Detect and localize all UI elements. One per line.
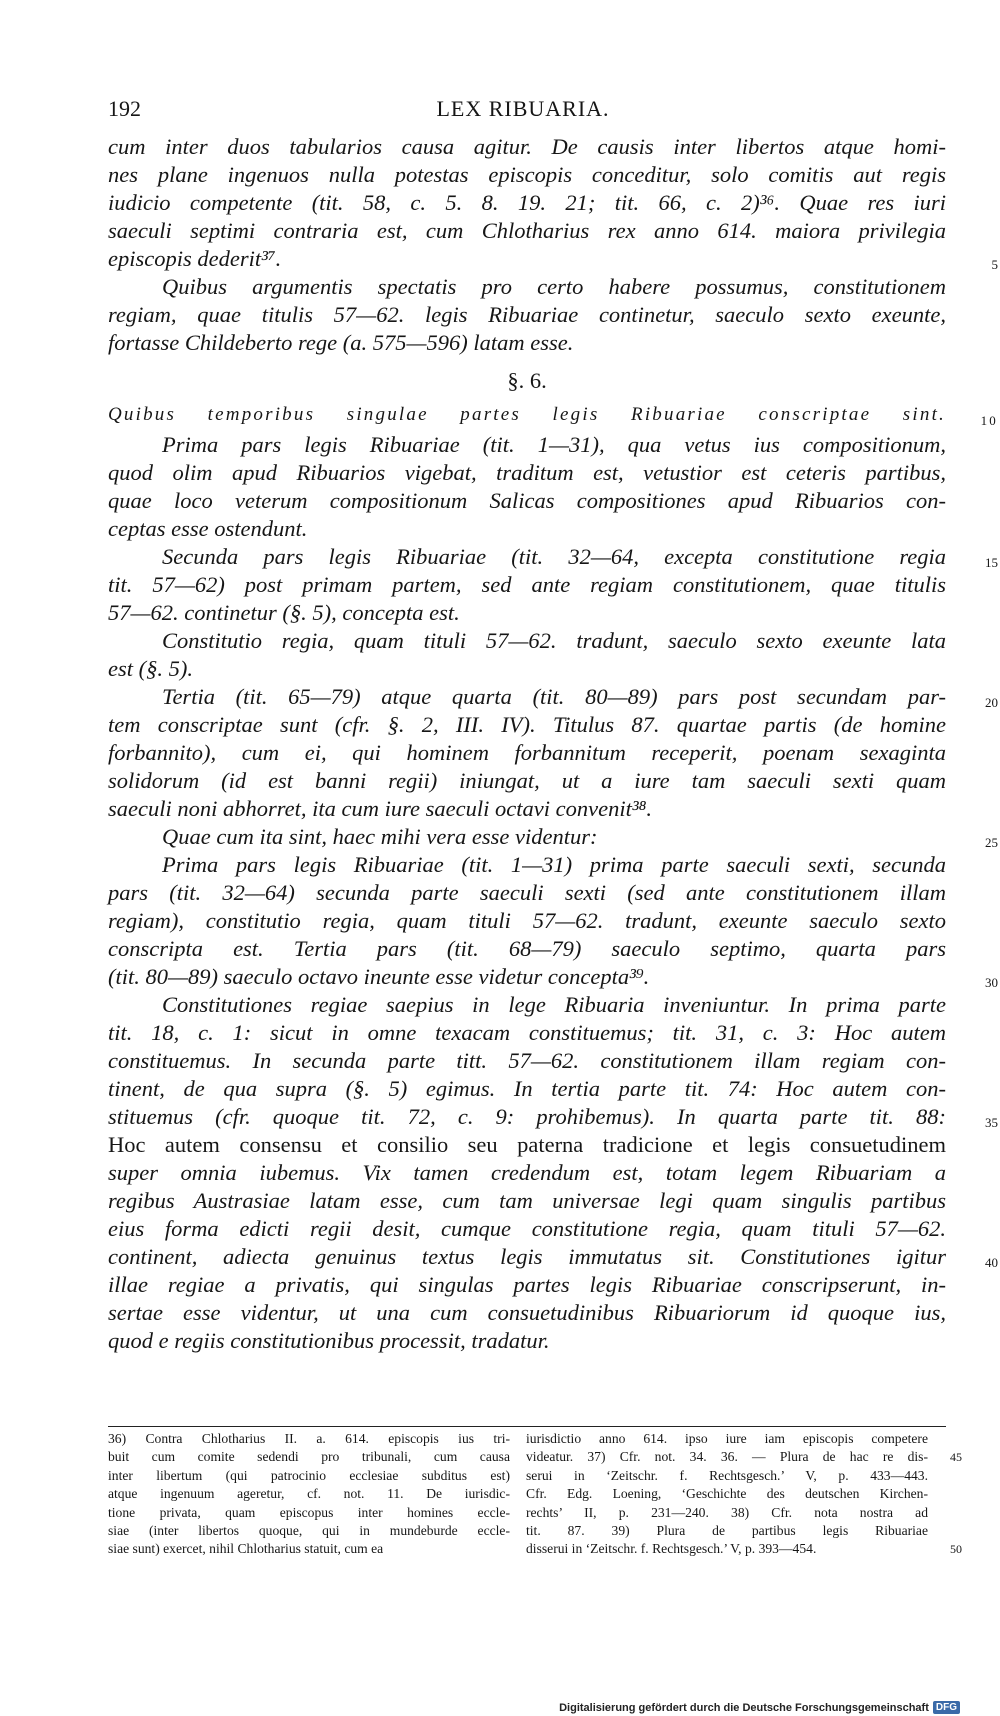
text-line: [108, 599, 946, 627]
footnote-line: [108, 1448, 510, 1466]
line-text: illae regiae a privatis, qui singulas partes legis Ribuariae conscripserunt, in-: [108, 1272, 946, 1297]
footnote-line: [526, 1448, 962, 1466]
text-line: [108, 795, 946, 823]
line-number: 30: [985, 975, 998, 990]
text-line: [108, 459, 946, 487]
line-text: 57—62. continetur (§. 5), concepta est.: [108, 600, 460, 625]
line-number: 25: [985, 835, 998, 850]
footnote-text: 36) Contra Chlotharius II. a. 614. episcopis ius tri-: [108, 1431, 510, 1446]
line-text: Prima pars legis Ribuariae (tit. 1—31), qua vetus ius compositionum,: [162, 432, 946, 457]
text-line: [108, 851, 946, 879]
text-line: [108, 739, 946, 767]
footnote-text: siae sunt) exercet, nihil Chlotharius statuit, cum ea: [108, 1541, 384, 1557]
text-line: [108, 571, 946, 599]
line-text: continent, adiecta genuinus textus legis immutatus sit. Constitutiones igitur: [108, 1244, 946, 1269]
line-text: episcopis dederit³⁷.: [108, 246, 282, 271]
text-line: [108, 273, 946, 301]
text-line: [108, 655, 946, 683]
text-line: [108, 767, 946, 795]
section-number: [108, 357, 946, 401]
line-text: Prima pars legis Ribuariae (tit. 1—31) prima parte saeculi sexti, secunda: [162, 852, 946, 877]
text-line: [108, 1159, 946, 1187]
footnote-text: videatur. 37) Cfr. not. 34. 36. — Plura de hac re dis-: [526, 1449, 928, 1465]
line-text: sertae esse videntur, ut una cum consuetudinibus Ribuariorum id quoque ius,: [108, 1300, 946, 1325]
line-text: ceptas esse ostendunt.: [108, 516, 308, 541]
main-text: [108, 133, 998, 1355]
page-number: 192: [108, 96, 141, 121]
text-line: [108, 431, 946, 459]
line-text: tit. 57—62) post primam partem, sed ante regiam constitutionem, quae titulis: [108, 572, 946, 597]
line-text: (tit. 80—89) saeculo octavo ineunte esse videtur concepta³⁹.: [108, 964, 650, 989]
footnote-line: [108, 1504, 510, 1522]
footnote-line: [108, 1540, 510, 1558]
page-header: [108, 96, 938, 126]
line-number: 10: [980, 413, 998, 428]
text-line: [108, 543, 998, 571]
text-line: [108, 1103, 998, 1131]
footnote-line: [526, 1430, 928, 1448]
line-text: est (§. 5).: [108, 656, 193, 681]
text-line: [108, 963, 998, 991]
line-text: forbannito), cum ei, qui hominem forbannitum receperit, poenam sexaginta: [108, 740, 946, 765]
line-text: Hoc autem consensu et consilio seu paterna tradicione et legis consuetudinem: [108, 1132, 946, 1157]
line-text: saeculi septimi contraria est, cum Chlotharius rex anno 614. maiora privilegia: [108, 218, 946, 243]
footnote-text: siae (inter libertos quoque, qui in mundeburde eccle-: [108, 1522, 510, 1538]
text-line: [108, 1327, 946, 1355]
text-line: [108, 161, 946, 189]
footnote-text: atque ingenuum ageretur, cf. not. 11. De iurisdic-: [108, 1486, 510, 1502]
text-line: [108, 1243, 998, 1271]
text-line: [108, 217, 946, 245]
footnote-line: [526, 1540, 962, 1558]
line-text: regiam, quae titulis 57—62. legis Ribuariae continetur, saeculo sexto exeunte,: [108, 302, 946, 327]
line-text: Quibus temporibus singulae partes legis Ribuariae conscriptae sint.: [108, 404, 946, 425]
line-number: 45: [950, 1450, 962, 1465]
text-line: [108, 1019, 946, 1047]
footnote-text: buit cum comite sedendi pro tribunali, cum causa: [108, 1449, 510, 1465]
text-line: [108, 1215, 946, 1243]
line-text: regiam), constitutio regia, quam tituli 57—62. tradunt, exeunte saeculo sexto: [108, 908, 946, 933]
line-text: iudicio competente (tit. 58, c. 5. 8. 19. 21; tit. 66, c. 2)³⁶. Quae res iuri: [108, 190, 946, 215]
text-line: [108, 487, 946, 515]
footnote-line: [526, 1485, 928, 1503]
line-text: quae loco veterum compositionum Salicas compositiones apud Ribuarios con-: [108, 488, 946, 513]
text-line: [108, 301, 946, 329]
line-text: tit. 18, c. 1: sicut in omne texacam constituemus; tit. 31, c. 3: Hoc autem: [108, 1020, 946, 1045]
section-heading: [108, 401, 998, 431]
line-number: 50: [950, 1542, 962, 1557]
footnote-line: [108, 1522, 510, 1540]
text-line: [108, 991, 946, 1019]
text-line: [108, 711, 946, 739]
line-text: eius forma edicti regii desit, cumque constitutione regia, quam tituli 57—62.: [108, 1216, 946, 1241]
footnote-line: [526, 1467, 928, 1485]
text-line: [108, 823, 998, 851]
line-number: 35: [985, 1115, 998, 1130]
text-line: [108, 1075, 946, 1103]
line-text: constituemus. In secunda parte titt. 57—62. constitutionem illam regiam con-: [108, 1048, 946, 1073]
text-line: [108, 627, 946, 655]
text-line: [108, 683, 998, 711]
footnote-divider: [108, 1426, 946, 1427]
line-text: pars (tit. 32—64) secunda parte saeculi sexti (sed ante constitutionem illam: [108, 880, 946, 905]
footnotes-right-column: [526, 1430, 962, 1559]
footnote-line: [108, 1430, 510, 1448]
footnote-text: iurisdictio anno 614. ipso iure iam episcopis competere: [526, 1431, 928, 1446]
line-text: super omnia iubemus. Vix tamen credendum est, totam legem Ribuariam a: [108, 1160, 946, 1185]
text-line: [108, 1271, 946, 1299]
line-text: quod olim apud Ribuarios vigebat, traditum est, vetustior est ceteris partibus,: [108, 460, 946, 485]
text-line: [108, 1187, 946, 1215]
footnote-text: inter libertum (qui patrocinio ecclesiae subditus est): [108, 1467, 510, 1483]
dfg-logo: DFG: [933, 1701, 960, 1714]
credit-text: Digitalisierung gefördert durch die Deutsche Forschungsgemeinschaft: [559, 1701, 929, 1714]
text-line: [108, 1047, 946, 1075]
line-text: tinent, de qua supra (§. 5) egimus. In tertia parte tit. 74: Hoc autem con-: [108, 1076, 946, 1101]
text-line: [108, 189, 946, 217]
line-text: nes plane ingenuos nulla potestas episcopis conceditur, solo comitis aut regis: [108, 162, 946, 187]
footnote-text: disserui in ‘Zeitschr. f. Rechtsgesch.’ V, p. 393—454.: [526, 1541, 817, 1557]
line-text: stituemus (cfr. quoque tit. 72, c. 9: prohibemus). In quarta parte tit. 88:: [108, 1104, 946, 1129]
text-line: [108, 907, 946, 935]
text-line: [108, 329, 946, 357]
running-title: LEX RIBUARIA.: [436, 96, 610, 121]
text-line: [108, 1131, 946, 1159]
line-text: cum inter duos tabularios causa agitur. De causis inter libertos atque homi-: [108, 134, 946, 159]
line-text: quod e regiis constitutionibus processit, tradatur.: [108, 1328, 550, 1353]
footnote-text: Cfr. Edg. Loening, ‘Geschichte des deutschen Kirchen-: [526, 1486, 928, 1502]
footnote-line: [526, 1522, 928, 1540]
footnote-text: rechts’ II, p. 231—240. 38) Cfr. nota nostra ad: [526, 1504, 928, 1520]
line-text: regibus Austrasiae latam esse, cum tam universae legi quam singulis partibus: [108, 1188, 946, 1213]
footnotes-left-column: [108, 1430, 510, 1559]
line-number: 5: [991, 257, 998, 272]
line-number: 20: [985, 695, 998, 710]
line-text: fortasse Childeberto rege (a. 575—596) latam esse.: [108, 330, 574, 355]
footnote-text: tit. 87. 39) Plura de partibus legis Ribuariae: [526, 1522, 928, 1538]
text-line: [108, 879, 946, 907]
footnote-line: [108, 1485, 510, 1503]
footnote-text: tione privata, quam episcopus inter homines eccle-: [108, 1504, 510, 1520]
line-text: Constitutiones regiae saepius in lege Ribuaria inveniuntur. In prima parte: [162, 992, 946, 1017]
text-line: [108, 245, 998, 273]
line-text: Quae cum ita sint, haec mihi vera esse videntur:: [162, 824, 598, 849]
footnote-line: [526, 1504, 928, 1522]
text-line: [108, 515, 946, 543]
line-text: solidorum (id est banni regii) iniungat, ut a iure tam saeculi sexti quam: [108, 768, 946, 793]
text-line: [108, 133, 946, 161]
line-text: tem conscriptae sunt (cfr. §. 2, III. IV). Titulus 87. quartae partis (de homine: [108, 712, 946, 737]
text-line: [108, 935, 946, 963]
footnote-line: [108, 1467, 510, 1485]
line-text: Tertia (tit. 65—79) atque quarta (tit. 80—89) pars post secundam par-: [162, 684, 946, 709]
line-text: conscripta est. Tertia pars (tit. 68—79) saeculo septimo, quarta pars: [108, 936, 946, 961]
line-text: Constitutio regia, quam tituli 57—62. tradunt, saeculo sexto exeunte lata: [162, 628, 946, 653]
line-text: Secunda pars legis Ribuariae (tit. 32—64, excepta constitutione regia: [162, 544, 946, 569]
line-text: saeculi noni abhorret, ita cum iure saeculi octavi convenit³⁸.: [108, 796, 653, 821]
line-number: 40: [985, 1255, 998, 1270]
text-line: [108, 1299, 946, 1327]
line-text: Quibus argumentis spectatis pro certo habere possumus, constitutionem: [162, 274, 946, 299]
footnote-text: serui in ‘Zeitschr. f. Rechtsgesch.’ V, p. 433—443.: [526, 1467, 928, 1483]
line-number: 15: [985, 555, 998, 570]
digitization-credit: [559, 1701, 960, 1714]
line-text: §. 6.: [507, 368, 547, 393]
